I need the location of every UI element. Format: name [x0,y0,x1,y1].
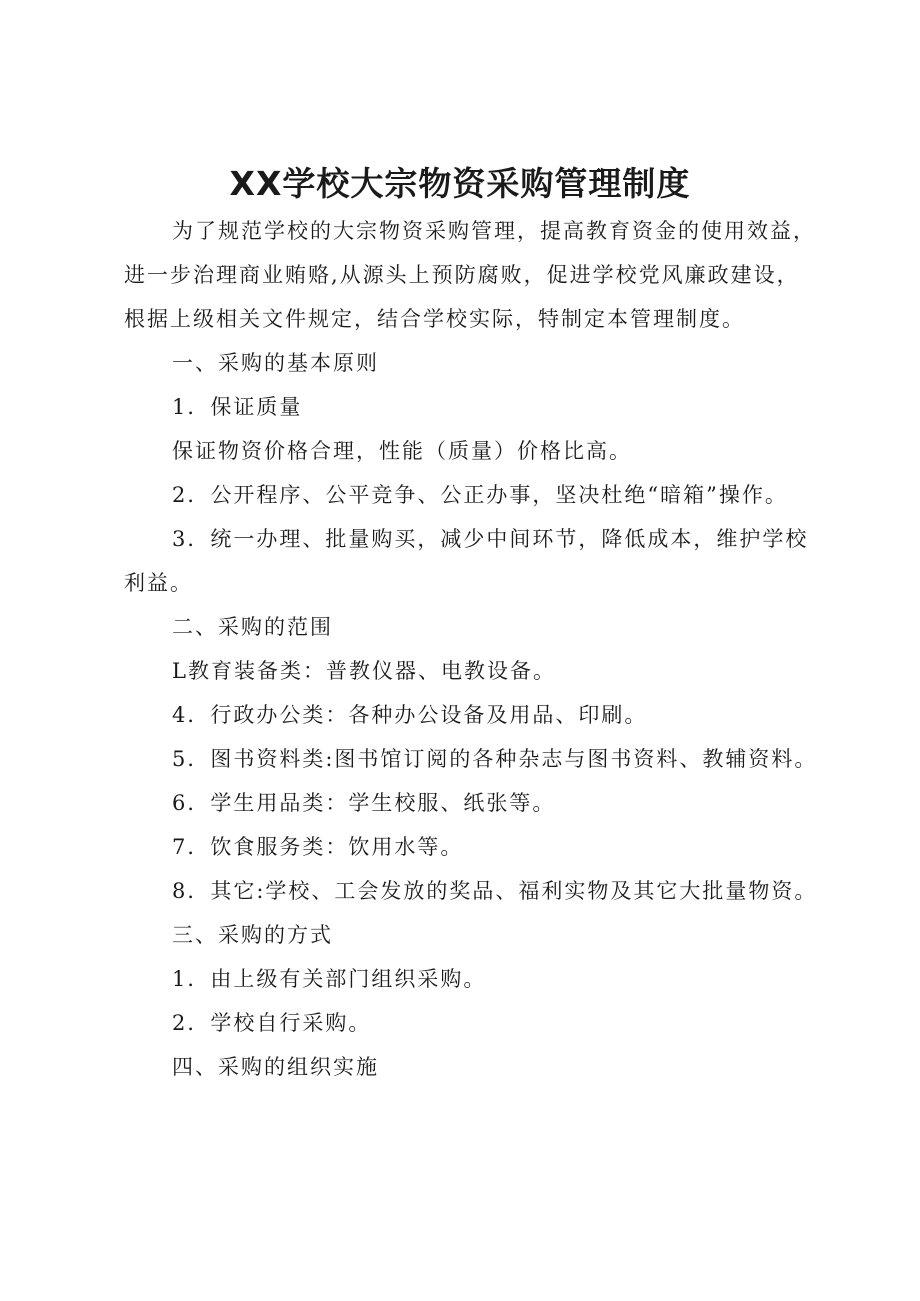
scope-item: 5．图书资料类:图书馆订阅的各种杂志与图书资料、教辅资料。 [172,747,818,771]
section-heading-scope: 二、采购的范围 [172,615,333,639]
principle-1-heading: 1．保证质量 [172,395,303,419]
method-item: 2．学校自行采购。 [172,1011,372,1035]
principle-2-text: 2．公开程序、公平竞争、公正办事，坚决杜绝“暗箱”操作。 [172,483,788,507]
scope-item: 4．行政办公类：各种办公设备及用品、印刷。 [172,703,648,727]
scope-item: 7．饮食服务类：饮用水等。 [172,835,464,859]
method-item: 1．由上级有关部门组织采购。 [172,967,487,991]
intro-line-2: 进一步治理商业贿赂,从源头上预防腐败，促进学校党风廉政建设， [124,263,800,287]
intro-line-1: 为了规范学校的大宗物资采购管理，提高教育资金的使用效益， [172,219,816,243]
section-heading-principles: 一、采购的基本原则 [172,351,379,375]
scope-item: 8．其它:学校、工会发放的奖品、福利实物及其它大批量物资。 [172,879,818,903]
section-heading-implementation: 四、采购的组织实施 [172,1055,379,1079]
principle-3-line-1: 3．统一办理、批量购买，减少中间环节，降低成本，维护学校 [172,527,809,551]
section-heading-methods: 三、采购的方式 [172,923,333,947]
principle-1-text: 保证物资价格合理，性能（质量）价格比高。 [172,439,632,463]
principle-3-line-2: 利益。 [124,571,193,595]
document-title: XX学校大宗物资采购管理制度 [229,164,691,203]
scope-item: 6．学生用品类：学生校服、纸张等。 [172,791,556,815]
scope-item: L教育装备类：普教仪器、电教设备。 [172,659,556,683]
intro-line-3: 根据上级相关文件规定，结合学校实际，特制定本管理制度。 [124,307,745,331]
